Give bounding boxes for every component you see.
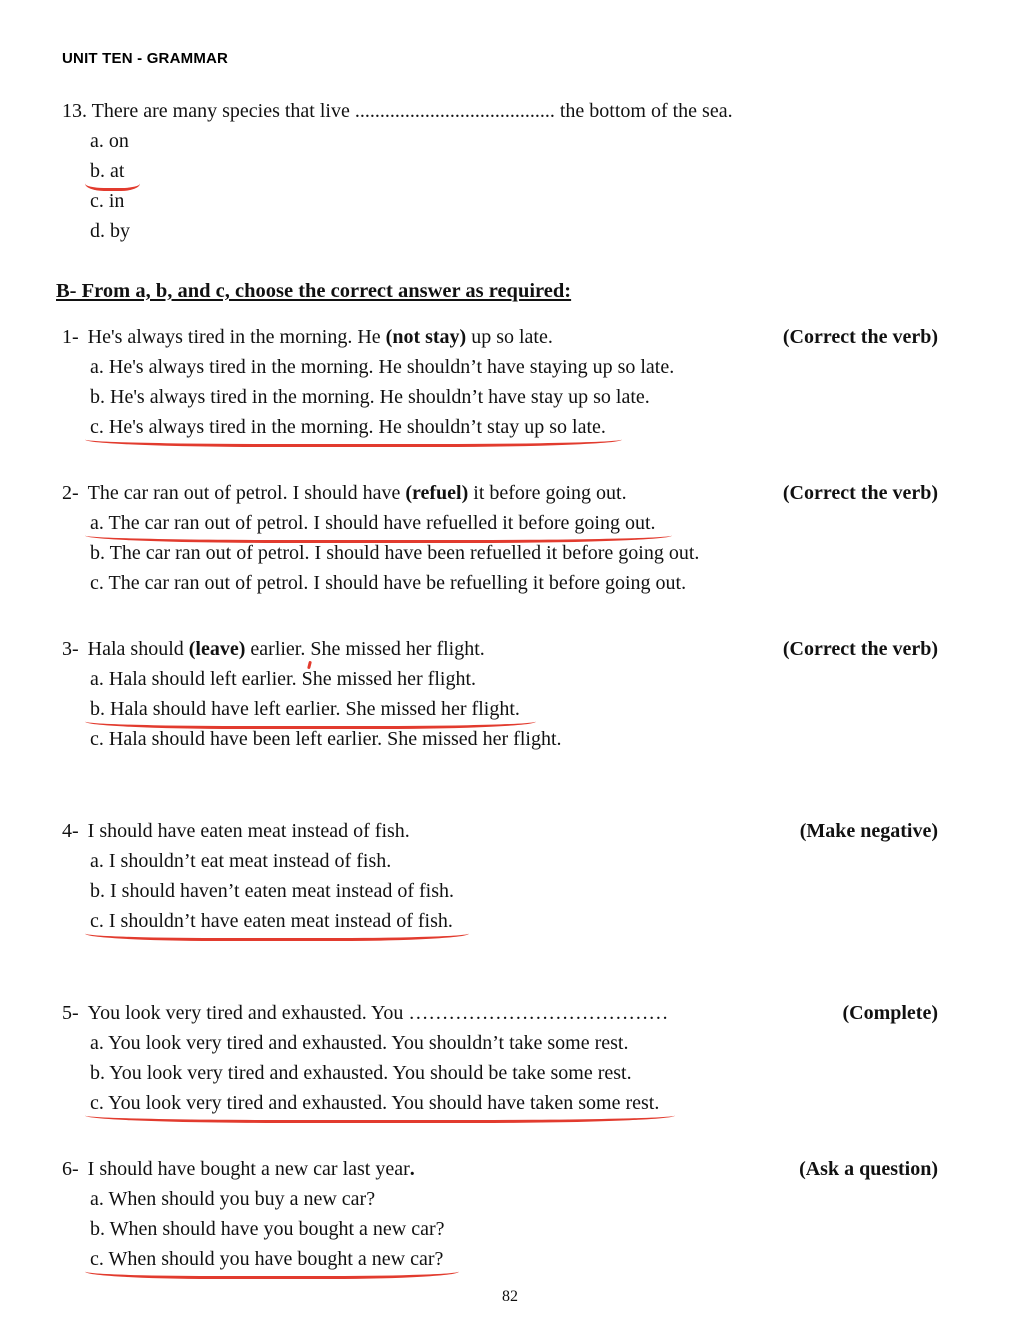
question-4 [56, 816, 938, 936]
option-b [90, 538, 938, 568]
question-number: 3- [62, 638, 79, 660]
option-b [90, 876, 938, 906]
question-1-options [56, 352, 938, 442]
question-number: 6- [62, 1158, 79, 1180]
option-a [90, 846, 938, 876]
stem-pre: I should have bought a new car last year [87, 1158, 410, 1180]
stem-post: earlier. She missed her flight. [245, 638, 485, 660]
question-stem [62, 816, 410, 846]
option-text: b. I should haven’t eaten meat instead of fish. [90, 880, 454, 902]
option-text: b. You look very tired and exhausted. You should be take some rest. [90, 1062, 632, 1084]
stem-pre: The car ran out of petrol. I should have [87, 482, 406, 504]
option-a [90, 126, 938, 156]
section-b-title: B- From a, b, and c, choose the correct answer as required: [56, 280, 572, 302]
option-c [90, 1244, 938, 1274]
option-a [90, 352, 938, 382]
option-text: a. When should you buy a new car? [90, 1188, 376, 1210]
option-text: d. by [90, 220, 130, 242]
stem-post: it before going out. [468, 482, 627, 504]
stem-bold: (not stay) [385, 326, 467, 348]
option-b [90, 1058, 938, 1088]
option-d [90, 216, 938, 246]
question-stem [62, 478, 627, 508]
option-text: c. The car ran out of petrol. I should have be refuelling it before going out. [90, 572, 687, 594]
question-2-options [56, 508, 938, 598]
option-text: c. I shouldn’t have eaten meat instead of fish. [90, 906, 453, 936]
question-stem [62, 1154, 415, 1184]
question-instruction: (Ask a question) [799, 1158, 938, 1180]
unit-header: UNIT TEN - GRAMMAR [62, 50, 229, 67]
option-c [90, 186, 938, 216]
question-instruction: (Correct the verb) [782, 638, 938, 660]
option-text: c. You look very tired and exhausted. You should have taken some rest. [90, 1088, 659, 1118]
stem-pre: He's always tired in the morning. He [87, 326, 386, 348]
stem-pre: You look very tired and exhausted. You ………………………………… [87, 1002, 669, 1024]
question-1 [56, 322, 938, 442]
stem-bold: . [409, 1158, 415, 1180]
stem-bold: (refuel) [405, 482, 469, 504]
option-text: a. on [90, 130, 129, 152]
option-c [90, 412, 938, 442]
option-c [90, 724, 938, 754]
question-2 [56, 478, 938, 598]
question-3 [56, 634, 938, 754]
option-b [90, 1214, 938, 1244]
question-instruction: (Correct the verb) [782, 482, 938, 504]
stem-bold: (leave) [188, 638, 246, 660]
option-a [90, 664, 938, 694]
option-c [90, 568, 938, 598]
question-4-options [56, 846, 938, 936]
option-text: a. He's always tired in the morning. He shouldn’t have staying up so late. [90, 356, 675, 378]
option-b [90, 694, 938, 724]
option-text: a. The car ran out of petrol. I should have refuelled it before going out. [90, 508, 656, 538]
option-c [90, 1088, 938, 1118]
question-5-options [56, 1028, 938, 1118]
question-13-options [56, 126, 938, 246]
question-stem [62, 322, 553, 352]
option-text: a. Hala should left earlier. She missed her flight. [90, 668, 477, 690]
option-text: b. Hala should have left earlier. She missed her flight. [90, 694, 520, 724]
option-text: b. The car ran out of petrol. I should have been refuelled it before going out. [90, 542, 700, 564]
question-instruction: (Correct the verb) [782, 326, 938, 348]
option-text: a. You look very tired and exhausted. You shouldn’t take some rest. [90, 1032, 629, 1054]
stem-post: up so late. [466, 326, 553, 348]
question-instruction: (Complete) [842, 1002, 938, 1024]
question-5 [56, 998, 938, 1118]
question-13-text: 13. There are many species that live ........................................ the bottom of the sea. [62, 100, 733, 122]
option-text: c. Hala should have been left earlier. She missed her flight. [90, 728, 562, 750]
option-text: c. He's always tired in the morning. He shouldn’t stay up so late. [90, 412, 606, 442]
option-text: c. When should you have bought a new car? [90, 1244, 443, 1274]
question-6-options [56, 1184, 938, 1274]
question-number: 2- [62, 482, 79, 504]
option-text: b. When should have you bought a new car? [90, 1218, 445, 1240]
option-c [90, 906, 938, 936]
option-b [90, 382, 938, 412]
question-3-options [56, 664, 938, 754]
question-number: 5- [62, 1002, 79, 1024]
page-number: 82 [502, 1288, 518, 1305]
stem-pre: I should have eaten meat instead of fish. [87, 820, 410, 842]
option-text: c. in [90, 190, 125, 212]
question-number: 1- [62, 326, 79, 348]
stem-pre: Hala should [87, 638, 189, 660]
option-b [90, 156, 938, 186]
question-13 [56, 96, 938, 246]
question-stem [62, 634, 485, 664]
question-instruction: (Make negative) [799, 820, 938, 842]
question-stem [62, 998, 668, 1028]
option-text: b. at [90, 156, 124, 186]
option-a [90, 508, 938, 538]
option-a [90, 1184, 938, 1214]
option-a [90, 1028, 938, 1058]
question-6 [56, 1154, 938, 1274]
option-text: b. He's always tired in the morning. He shouldn’t have stay up so late. [90, 386, 650, 408]
question-number: 4- [62, 820, 79, 842]
option-text: a. I shouldn’t eat meat instead of fish. [90, 850, 392, 872]
